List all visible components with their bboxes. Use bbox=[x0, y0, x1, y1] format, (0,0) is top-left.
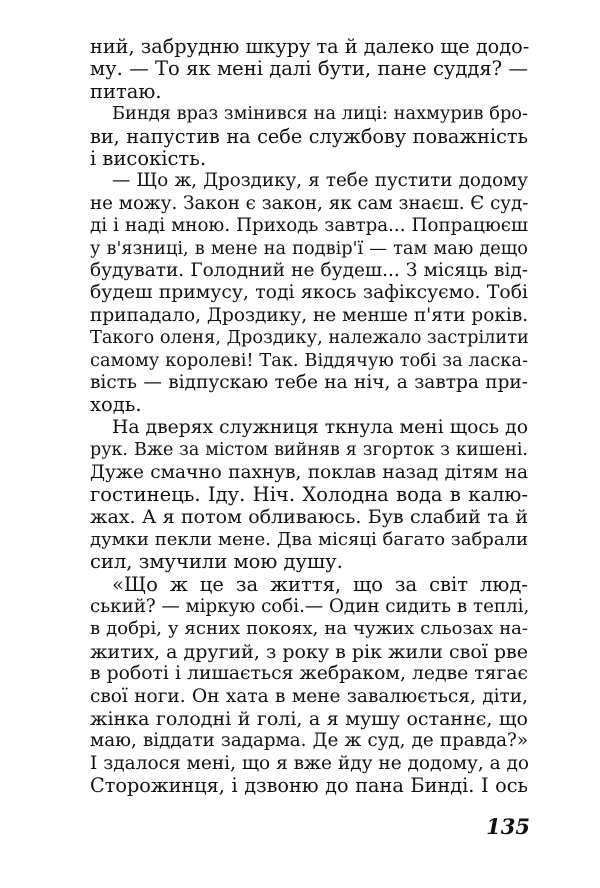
text-line: ді і наді мною. Приходь завтра... Попрацюєш bbox=[90, 215, 528, 237]
text-line: будувати. Голодний не будеш... З місяць від- bbox=[90, 260, 528, 281]
text-line: ви, напустив на себе службову поважність bbox=[90, 124, 528, 148]
text-line: «Що ж це за життя, що за світ люд- bbox=[112, 572, 528, 596]
text-line: у в'язниці, в мене на подвір'ї — там маю дещо bbox=[90, 238, 528, 259]
text-line: І здалося мені, що я вже йду не додому, а до bbox=[90, 752, 530, 774]
text-line: ний, забрудню шкуру та й далеко ще додо- bbox=[90, 35, 530, 58]
text-line: рук. Вже за містом вийняв я згорток з кишені. bbox=[90, 440, 528, 461]
text-line: Дуже смачно пахнув, поклав назад дітям на bbox=[90, 461, 528, 483]
text-line: — Що ж, Дроздику, я тебе пустити додому bbox=[112, 170, 528, 192]
text-line: Биндя враз змінився на лиці: нахмурив бро- bbox=[112, 104, 528, 125]
text-line: не можу. Закон є закон, як сам знаєш. Є суд- bbox=[90, 192, 529, 214]
text-line: самому королеві! Так. Віддячую тобі за ласка- bbox=[90, 350, 528, 371]
text-line: будеш примусу, тоді якось зафіксуємо. Тобі bbox=[90, 282, 528, 304]
text-line: Сторожинця, і дзвоню до пана Бинді. І ось bbox=[90, 774, 528, 798]
text-line: гостинець. Іду. Ніч. Холодна вода в калю- bbox=[90, 483, 528, 506]
text-line: думки пекли мене. Два місяці багато забрали bbox=[90, 528, 528, 550]
text-line: в роботі і лишається жебраком, ледве тягає bbox=[90, 663, 528, 685]
text-line: сил, змучили мою душу. bbox=[90, 550, 343, 574]
text-line: в добрі, у ясних покоях, на чужих сльозах на- bbox=[90, 618, 528, 640]
page-number: 135 bbox=[486, 813, 530, 839]
text-line: свої ноги. Он хата в мене завалюється, діти, bbox=[90, 685, 528, 707]
text-line: Такого оленя, Дроздику, належало застрілити bbox=[90, 328, 529, 349]
text-line: жінка голодні й голі, а я мушу останнє, що bbox=[90, 708, 528, 730]
text-line: житих, а другий, з року в рік жили свої рве bbox=[90, 640, 528, 663]
text-line: вість — відпускаю тебе на ніч, а завтра при- bbox=[90, 372, 528, 393]
text-line: і високість. bbox=[90, 147, 207, 170]
text-line: му. — То як мені далі бути, пане суддя? — bbox=[90, 57, 528, 81]
text-line: жах. А я потом обливаюсь. Був слабий та й bbox=[90, 506, 528, 529]
text-line: На дверях служниця ткнула мені щось до bbox=[112, 416, 528, 438]
text-line: питаю. bbox=[90, 79, 162, 103]
text-line: припадало, Дроздику, не менше п'яти років. bbox=[90, 304, 529, 326]
text-line: ходь. bbox=[90, 393, 142, 417]
text-line: ський? — міркую собі.— Один сидить в теплі, bbox=[90, 596, 530, 617]
text-line: маю, віддати задарма. Де ж суд, де правда?» bbox=[90, 730, 528, 752]
